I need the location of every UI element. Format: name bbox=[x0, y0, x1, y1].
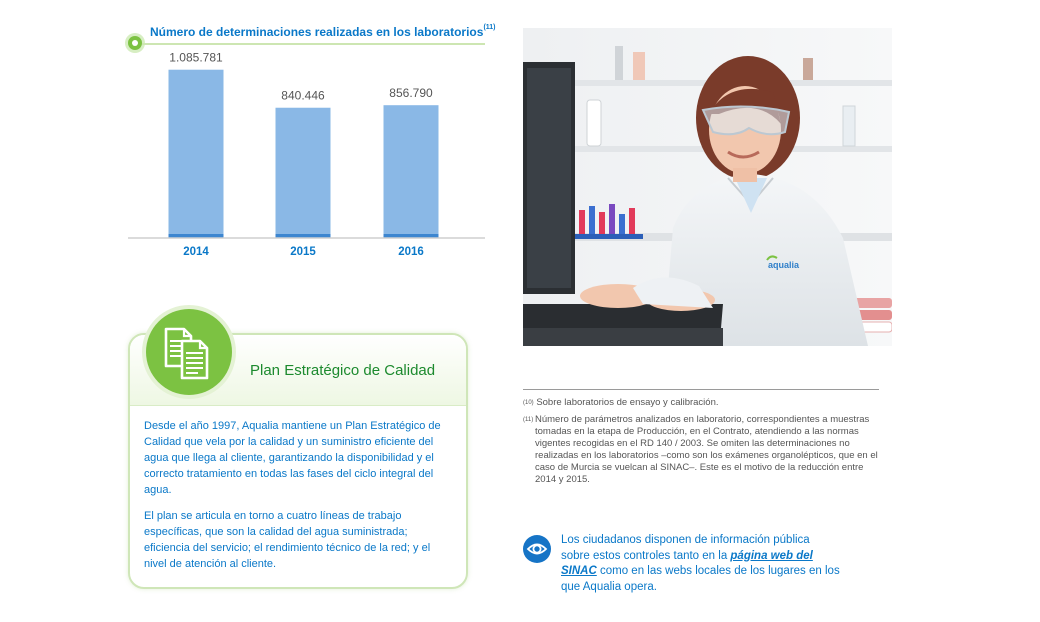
eye-icon bbox=[523, 535, 551, 563]
footnote-separator bbox=[523, 389, 879, 390]
eye-icon-badge bbox=[523, 535, 551, 563]
chart-title-footnote-ref: (11) bbox=[483, 24, 496, 31]
chart-title-underline bbox=[142, 43, 485, 45]
x-tick-label-2016: 2016 bbox=[398, 246, 424, 258]
plan-paragraph-1: Desde el año 1997, Aqualia mantiene un Plan Estratégico de Calidad que vela por la calidad y un suministro eficiente del agua que llega al cliente, garantizando la disponibilidad y el correcto tratamiento en todas las fases del ciclo integral del agua. bbox=[144, 420, 441, 496]
bar-2014 bbox=[169, 70, 224, 238]
data-label-2015: 840.446 bbox=[281, 88, 325, 103]
footnote-10-text: Sobre laboratorios de ensayo y calibración. bbox=[536, 397, 719, 408]
chart-title-bullet bbox=[128, 36, 142, 50]
footnote-11-text: Número de parámetros analizados en laboratorio, correspondientes a muestras tomadas en la etapa de Producción, en el Contrato, atendiendo a las normas vigentes recogidas en el RD 140 / 2003. Se omiten las determinaciones no realizadas en los laboratorios –como son los exámenes organolépticos, que en el caso de Murcia se vuelcan al SINAC–. Este es el motivo de la reducción entre 2014 y 2015. bbox=[535, 414, 878, 485]
svg-text:aqualia: aqualia bbox=[768, 260, 800, 270]
footnote-10 bbox=[523, 397, 879, 409]
data-label-2016: 856.790 bbox=[389, 86, 433, 101]
plan-paragraph-2: El plan se articula en torno a cuatro líneas de trabajo específicas, que son la calidad del agua suministrada; eficiencia del servicio; el rendimiento técnico de la red; y el nivel de atención al cliente. bbox=[144, 510, 431, 570]
documents-icon-badge bbox=[146, 309, 232, 395]
sinac-info-note: Los ciudadanos disponen de información pública sobre estos controles tanto en la página web del SINAC como en las webs locales de los lugares en los que Aqualia opera. bbox=[561, 534, 840, 593]
chart-title: Número de determinaciones realizadas en los laboratorios$^{(11)}$ bbox=[150, 24, 496, 39]
sinac-web-link[interactable]: página web del SINAC bbox=[561, 549, 813, 577]
bar-chart bbox=[128, 52, 488, 267]
data-label-2014: 1.085.781 bbox=[169, 52, 223, 65]
bar-2016 bbox=[384, 105, 439, 238]
documents-icon bbox=[146, 309, 232, 395]
bar-2015 bbox=[276, 108, 331, 238]
footnote-10-number: (10) bbox=[523, 400, 534, 406]
plan-title: Plan Estratégico de Calidad bbox=[250, 362, 436, 379]
footnote-11-number: (11) bbox=[523, 417, 534, 423]
lab-technician-photo bbox=[523, 28, 892, 346]
x-tick-label-2014: 2014 bbox=[183, 246, 209, 258]
x-tick-label-2015: 2015 bbox=[290, 246, 316, 258]
